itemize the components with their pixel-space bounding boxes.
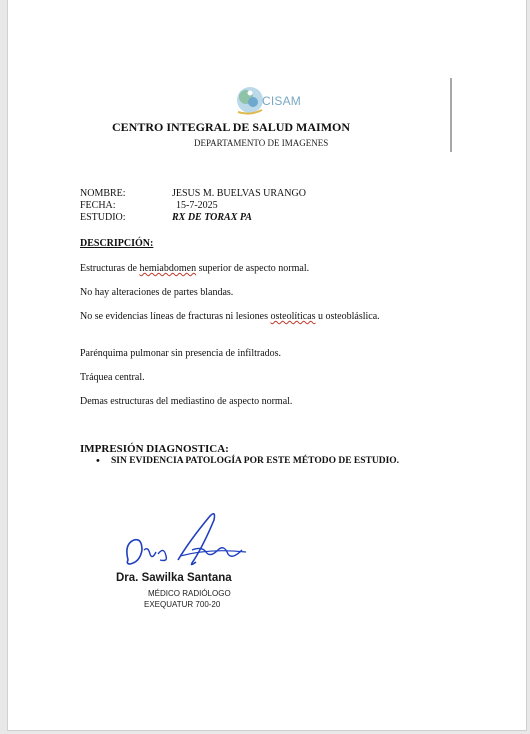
description-heading: DESCRIPCIÓN: (80, 238, 154, 249)
study-type: RX DE TORAX PA (172, 212, 252, 223)
finding-soft-tissue: No hay alteraciones de partes blandas. (80, 287, 234, 298)
impression-list (94, 456, 399, 466)
study-label: ESTUDIO: (80, 212, 126, 223)
logo-text: CISAM (262, 94, 302, 108)
finding-bones-text-2: u osteobláslica. (315, 311, 380, 322)
finding-abdomen (80, 263, 410, 275)
signer-title: MÉDICO RADIÓLOGO (148, 589, 231, 598)
organization-name: CENTRO INTEGRAL DE SALUD MAIMON (112, 120, 351, 134)
date-label: FECHA: (80, 200, 116, 211)
impression-item: • SIN EVIDENCIA PATOLOGÍA POR ESTE MÉTODO DE ESTUDIO. (94, 456, 399, 466)
name-label: NOMBRE: (80, 188, 126, 199)
impression-heading: IMPRESIÓN DIAGNOSTICA: (80, 443, 229, 455)
handwritten-signature (120, 510, 250, 574)
finding-mediastinum: Demas estructuras del mediastino de aspecto normal. (80, 396, 293, 407)
spellcheck-word: osteolíticas (270, 311, 316, 322)
finding-trachea: Tráquea central. (80, 372, 145, 383)
department-name: DEPARTAMENTO DE IMAGENES (194, 138, 329, 148)
patient-name: JESUS M. BUELVAS URANGO (172, 188, 306, 199)
finding-abdomen-text-1: Estructuras de (80, 263, 140, 274)
finding-lungs: Parénquima pulmonar sin presencia de infiltrados. (80, 348, 282, 359)
finding-abdomen-text-2: superior de aspecto normal. (196, 263, 310, 274)
spellcheck-word: hemiabdomen (139, 263, 197, 274)
exam-date: 15-7-2025 (176, 200, 218, 211)
signer-name: Dra. Sawilka Santana (116, 572, 232, 584)
signer-exequatur: EXEQUATUR 700-20 (144, 600, 221, 609)
finding-bones (80, 311, 410, 323)
document-page (8, 0, 526, 730)
margin-rule (450, 78, 452, 152)
finding-bones-text-1: No se evidencias líneas de fracturas ni lesiones (80, 311, 271, 322)
